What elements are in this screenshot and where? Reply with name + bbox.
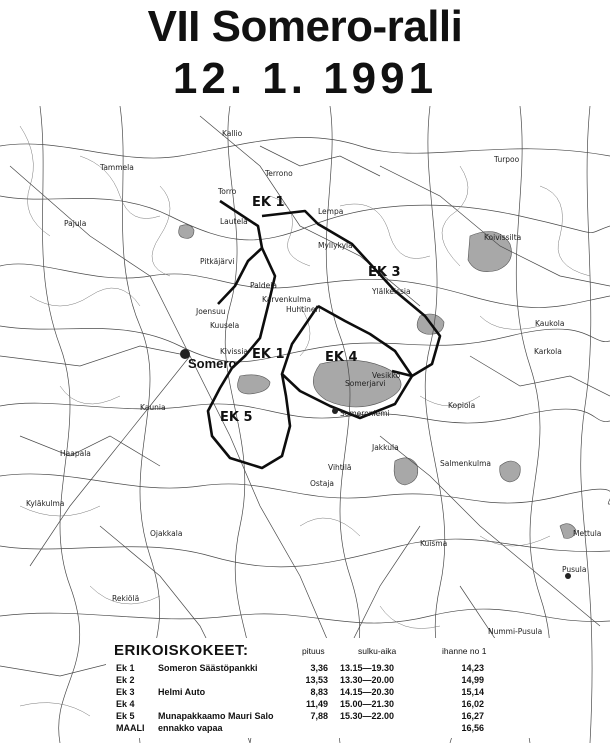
stage-row bbox=[116, 675, 576, 687]
place-kylakulma: Kyläkulma bbox=[26, 499, 65, 508]
header-closed-time: sulku-aika bbox=[358, 646, 397, 656]
place-myllykyla: Myllykylä bbox=[318, 241, 353, 250]
stage-label-ek1-middle: EK 1 bbox=[252, 347, 285, 362]
stage-closed-time: 15.30—22.00 bbox=[340, 711, 395, 721]
stage-ideal-time: 16,02 bbox=[461, 699, 484, 709]
place-kaukola: Kaukola bbox=[535, 319, 565, 328]
stage-label-ek5: EK 5 bbox=[220, 410, 253, 425]
rally-date: 12. 1. 1991 bbox=[172, 54, 438, 103]
place-pitkajarvi: Pitkäjärvi bbox=[200, 257, 235, 266]
stage-closed-time: 14.15—20.30 bbox=[340, 687, 395, 697]
stage-row bbox=[116, 711, 576, 723]
stage-ideal-time: 15,14 bbox=[461, 687, 484, 697]
finish-row bbox=[116, 723, 576, 735]
place-koivissilta: Koivissilta bbox=[484, 233, 522, 242]
special-stages-legend bbox=[106, 638, 576, 738]
place-pajula: Pajula bbox=[64, 219, 87, 228]
stage-ideal-time: 14,23 bbox=[461, 663, 484, 673]
place-vihti: Vihtilä bbox=[328, 463, 352, 472]
stage-row bbox=[116, 699, 576, 711]
stage-ideal-time: 14,99 bbox=[461, 675, 484, 685]
place-someroniemi: Someroniemi bbox=[340, 409, 390, 418]
place-torro: Torro bbox=[218, 187, 237, 196]
place-somero: Somero bbox=[188, 356, 237, 371]
stage-sponsor: Someron Säästöpankki bbox=[158, 663, 258, 673]
place-pusula: Pusula bbox=[562, 565, 587, 574]
place-huhtinen: Huhtinen bbox=[286, 305, 321, 314]
stage-length: 7,88 bbox=[310, 711, 328, 721]
place-kopiola: Kopiola bbox=[448, 401, 476, 410]
place-kuisma: Kuisma bbox=[420, 539, 448, 548]
place-terrono: Terrono bbox=[265, 169, 293, 178]
place-jakkula: Jakkula bbox=[372, 443, 399, 452]
stage-row bbox=[116, 663, 576, 675]
place-tammela: Tammela bbox=[100, 163, 134, 172]
place-lautela: Lautela bbox=[220, 217, 248, 226]
header-ideal-time: ihanne no 1 bbox=[442, 646, 487, 656]
place-somerjarvi: Somerjarvi bbox=[345, 379, 386, 388]
place-kuusela: Kuusela bbox=[210, 321, 240, 330]
stage-id: Ek 1 bbox=[116, 663, 135, 673]
place-kaunia: Kaunia bbox=[140, 403, 166, 412]
place-vesikko: Vesikko bbox=[372, 371, 401, 380]
place-mettula: Mettula bbox=[573, 529, 602, 538]
place-turpoo: Turpoo bbox=[494, 155, 520, 164]
stage-closed-time: 13.30—20.00 bbox=[340, 675, 395, 685]
place-rekiola: Rekiölä bbox=[112, 594, 140, 603]
stage-label-ek3: EK 3 bbox=[368, 265, 401, 280]
stage-ideal-time: 16,27 bbox=[461, 711, 484, 721]
legend-title: ERIKOISKOKEET: bbox=[114, 642, 249, 659]
place-joensuu: Joensuu bbox=[196, 307, 226, 316]
stage-closed-time: 13.15—19.30 bbox=[340, 663, 395, 673]
place-lempa: Lempa bbox=[318, 207, 344, 216]
stage-id: Ek 5 bbox=[116, 711, 135, 721]
place-nummi-pusula: Nummi-Pusula bbox=[488, 627, 543, 636]
place-kallio: Kallio bbox=[222, 129, 243, 138]
place-haapala: Haapala bbox=[60, 449, 91, 458]
stage-id: Ek 2 bbox=[116, 675, 135, 685]
place-salmenkulma: Salmenkulma bbox=[440, 459, 491, 468]
stage-id: Ek 3 bbox=[116, 687, 135, 697]
place-karvenkulma: Karvenkulma bbox=[262, 295, 312, 304]
header-length: pituus bbox=[302, 646, 325, 656]
place-ojakkala: Ojakkala bbox=[150, 529, 183, 538]
stage-id: Ek 4 bbox=[116, 699, 135, 709]
stage-closed-time: 15.00—21.30 bbox=[340, 699, 395, 709]
stage-label-ek4: EK 4 bbox=[325, 350, 358, 365]
stage-label-ek1-north: EK 1 bbox=[252, 195, 285, 210]
stage-row bbox=[116, 687, 576, 699]
finish-note: ennakko vapaa bbox=[158, 723, 223, 733]
rally-title: VII Somero-ralli bbox=[147, 2, 463, 51]
stage-length: 11,49 bbox=[305, 699, 328, 709]
stage-length: 13,53 bbox=[305, 675, 328, 685]
place-yalkeisia: Ylälkeissia bbox=[372, 287, 411, 296]
finish-ideal-time: 16,56 bbox=[461, 723, 484, 733]
stage-length: 8,83 bbox=[310, 687, 328, 697]
place-karkola: Karkola bbox=[534, 347, 562, 356]
stage-sponsor: Helmi Auto bbox=[158, 687, 206, 697]
stage-sponsor: Munapakkaamo Mauri Salo bbox=[158, 711, 274, 721]
place-paldela: Paldela bbox=[250, 281, 277, 290]
stage-length: 3,36 bbox=[310, 663, 328, 673]
finish-label: MAALI bbox=[116, 723, 145, 733]
place-ostaja: Ostaja bbox=[310, 479, 335, 488]
place-kivissia: Kivissia bbox=[220, 347, 249, 356]
